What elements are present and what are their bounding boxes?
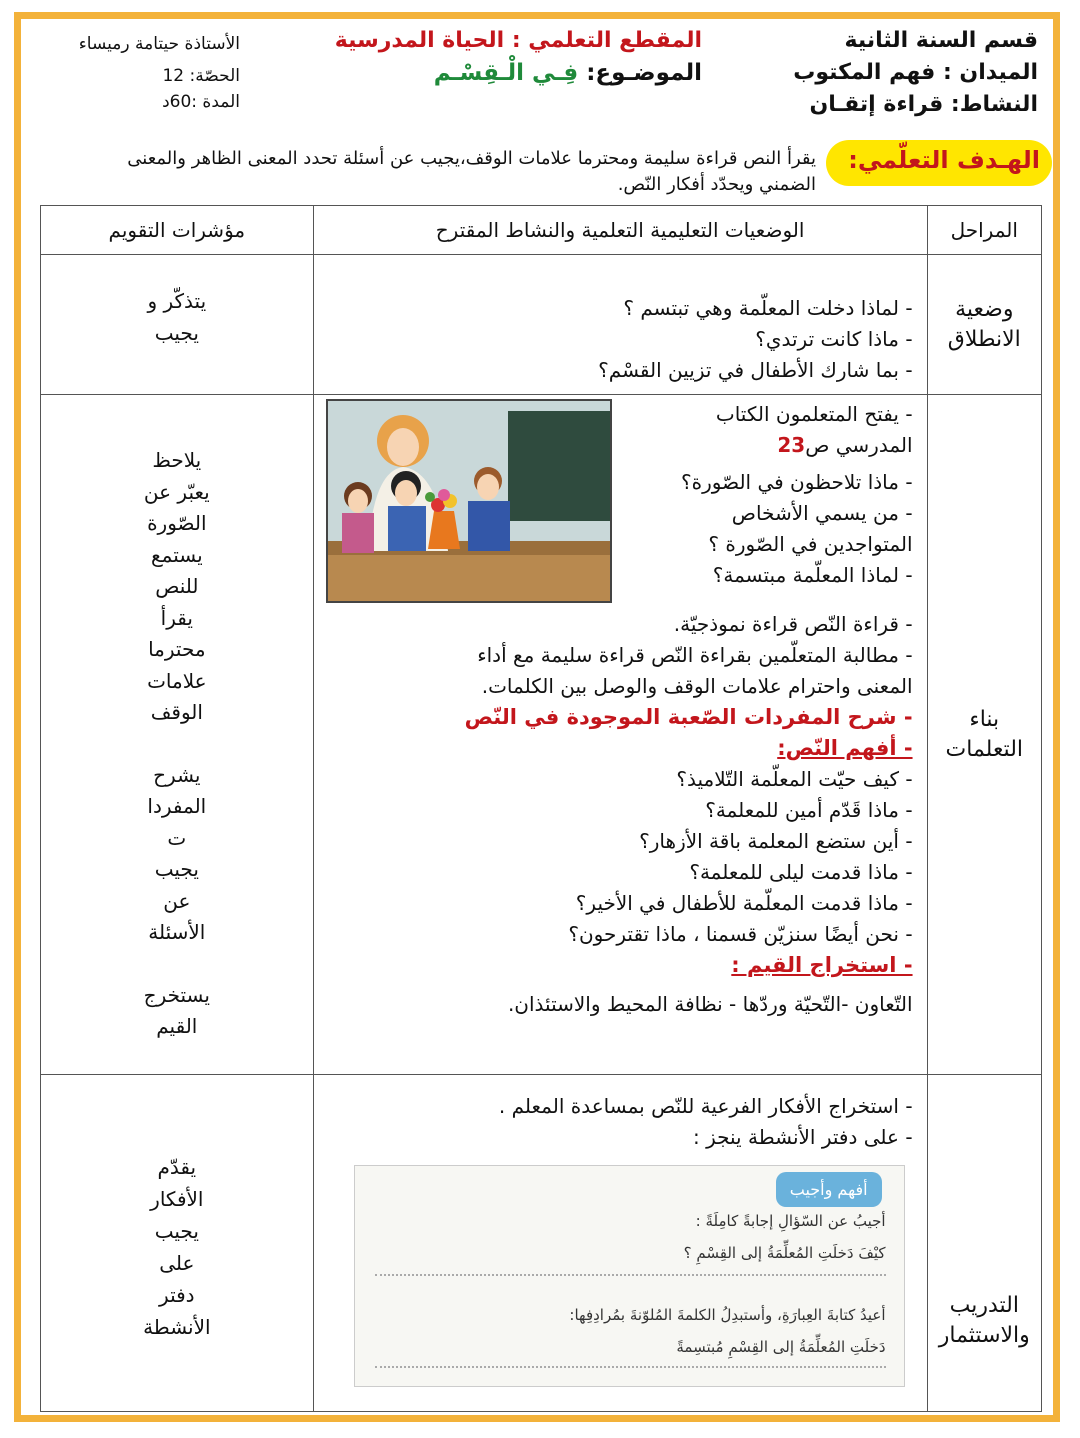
teacher-name: الأستاذة حيتامة رميساء bbox=[78, 34, 240, 54]
practice-activities bbox=[313, 1075, 927, 1412]
indicator-text: يتذكّر و bbox=[147, 289, 207, 313]
comprehension-question: - أين ستضع المعلمة باقة الأزهار؟ bbox=[639, 829, 913, 853]
goal-text: يقرأ النص قراءة سليمة ومحترما علامات الوقف،يجيب عن أسئلة تحدد المعنى الظاهر والمعنى الضمني ويحدّد أفكار النّص. bbox=[127, 148, 816, 195]
session-number: الحصّة: 12 bbox=[162, 66, 240, 86]
field-label: الميدان : فهم المكتوب bbox=[793, 60, 1038, 85]
classroom-scene-image bbox=[328, 401, 610, 601]
indicator-text: الأفكار bbox=[150, 1187, 204, 1211]
vocab-heading: - شرح المفردات الصّعبة الموجودة في النّص bbox=[464, 705, 913, 729]
indicator-text: يشرح bbox=[153, 762, 201, 787]
answer-line bbox=[375, 1274, 886, 1276]
indicator-text: يجيب bbox=[154, 857, 199, 881]
grade-label: قسم السنة الثانية bbox=[844, 28, 1038, 53]
values-heading: - استخراج القيم : bbox=[731, 953, 913, 977]
build-indicators bbox=[41, 395, 314, 1075]
practice-row bbox=[41, 1075, 1042, 1412]
exercise-question: أعيدُ كتابةَ العِبارَةِ، وأستبدِلُ الكلمةَ المُلوّنةَ بمُرادِفِها: bbox=[569, 1306, 886, 1324]
comprehension-heading: - أفهم النّص: bbox=[777, 736, 913, 760]
practice-step: - على دفتر الأنشطة ينجز : bbox=[692, 1125, 913, 1149]
topic-label: الموضـوع: bbox=[586, 60, 702, 86]
practice-stage: التدريب والاستثمار bbox=[927, 1075, 1041, 1412]
indicator-text: يلاحظ bbox=[152, 448, 202, 472]
indicator-text: يقرأ bbox=[160, 605, 193, 630]
comprehension-question: - ماذا قدمت ليلى للمعلمة؟ bbox=[689, 860, 913, 884]
answer-line bbox=[375, 1366, 886, 1368]
picture-question: - ماذا تلاحظون في الصّورة؟ bbox=[681, 470, 913, 494]
topic-value: فِـي الْـقِسْـم bbox=[433, 60, 579, 86]
picture-question: - من يسمي الأشخاص bbox=[731, 501, 913, 525]
practice-indicators bbox=[41, 1075, 314, 1412]
indicator-text: علامات bbox=[147, 668, 207, 693]
indicator-text: عن bbox=[163, 888, 191, 913]
indicator-text: الأسئلة bbox=[148, 920, 206, 944]
exercise-question: أجيبُ عن السّؤالِ إجابةً كامِلَةً : bbox=[695, 1212, 886, 1230]
topic-line bbox=[434, 60, 702, 86]
launch-row bbox=[41, 255, 1042, 395]
practice-step: - استخراج الأفكار الفرعية للنّص بمساعدة المعلم . bbox=[498, 1094, 913, 1118]
workbook-exercise bbox=[354, 1165, 905, 1387]
indicator-text: يقدّم bbox=[157, 1155, 197, 1179]
indicator-text: الوقف bbox=[150, 700, 203, 724]
build-row bbox=[41, 395, 1042, 1075]
comprehension-question: - ماذا قدمت المعلّمة للأطفال في الأخير؟ bbox=[575, 891, 913, 915]
values-list: التّعاون -التّحيّة وردّها - نظافة المحيط والاستئذان. bbox=[507, 992, 913, 1016]
book-page-line: المدرسي ص23 bbox=[777, 433, 913, 457]
indicator-text: يستمع bbox=[150, 542, 203, 567]
header-situations: الوضعيات التعليمية التعلمية والنشاط المقترح bbox=[313, 206, 927, 255]
indicator-text: المفردا bbox=[147, 794, 207, 818]
comprehension-question: - ماذا قَدّم أمين للمعلمة؟ bbox=[705, 798, 913, 822]
comprehension-question: - كيف حيّت المعلّمة التّلاميذ؟ bbox=[676, 767, 913, 791]
exercise-prompt: كيْفَ دَخلَتِ المُعلِّمَةُ إلى القِسْمِ ؟ bbox=[683, 1244, 886, 1262]
header-stages: المراحل bbox=[927, 206, 1041, 255]
lesson-table bbox=[40, 205, 1042, 1412]
comprehension-question: - نحن أيضًا سنزيّن قسمنا ، ماذا تقترحون؟ bbox=[568, 922, 913, 946]
activity-label: النشاط: قراءة إتقـان bbox=[809, 92, 1038, 117]
page-number: 23 bbox=[777, 433, 806, 457]
indicator-text: يجيب bbox=[154, 321, 199, 345]
picture-question: المتواجدين في الصّورة ؟ bbox=[708, 532, 913, 556]
indicator-text: محترما bbox=[148, 637, 206, 661]
classroom-illustration bbox=[326, 399, 612, 603]
reading-step: المعنى واحترام علامات الوقف والوصل بين الكلمات. bbox=[481, 674, 913, 698]
reading-step: - قراءة النّص قراءة نموذجيّة. bbox=[673, 612, 913, 636]
duration: المدة :60د bbox=[162, 92, 240, 112]
indicator-text: على bbox=[159, 1251, 195, 1275]
reading-step: - مطالبة المتعلّمين بقراءة النّص قراءة سليمة مع أداء bbox=[477, 643, 913, 667]
exercise-prompt: دَخلَتِ المُعلِّمَةُ إلى القِسْمِ مُبتسِمةً bbox=[676, 1338, 886, 1356]
header-indicators: مؤشرات التقويم bbox=[41, 206, 314, 255]
launch-indicators bbox=[41, 255, 314, 395]
indicator-text: يعبّر عن bbox=[143, 479, 210, 504]
indicator-text: يجيب bbox=[154, 1219, 199, 1243]
launch-activities bbox=[313, 255, 927, 395]
indicator-text: دفتر bbox=[159, 1283, 195, 1307]
exercise-tab: أفهم وأجيب bbox=[776, 1172, 882, 1207]
launch-question: - لماذا دخلت المعلّمة وهي تبتسم ؟ bbox=[623, 296, 913, 320]
goal-badge bbox=[826, 140, 1052, 186]
indicator-text: القيم bbox=[156, 1014, 198, 1038]
unit-title: المقطع التعلمي : الحياة المدرسية bbox=[334, 28, 702, 53]
indicator-text: للنص bbox=[155, 574, 199, 598]
launch-stage: وضعية الانطلاق bbox=[927, 255, 1041, 395]
indicator-text: الأنشطة bbox=[143, 1315, 211, 1339]
build-stage: بناء التعلمات bbox=[927, 395, 1041, 1075]
indicator-text: الصّورة bbox=[147, 511, 207, 535]
indicator-text: ت bbox=[167, 825, 187, 850]
launch-question: - ماذا كانت ترتدي؟ bbox=[755, 327, 913, 351]
goal-label: الهـدف التعلّمي: bbox=[848, 146, 1040, 174]
indicator-text: يستخرج bbox=[143, 982, 210, 1007]
launch-question: - بما شارك الأطفال في تزيين القسْم؟ bbox=[598, 358, 913, 382]
book-instruction: - يفتح المتعلمون الكتاب bbox=[715, 402, 913, 426]
picture-question: - لماذا المعلّمة مبتسمة؟ bbox=[712, 563, 913, 587]
build-activities bbox=[313, 395, 927, 1075]
